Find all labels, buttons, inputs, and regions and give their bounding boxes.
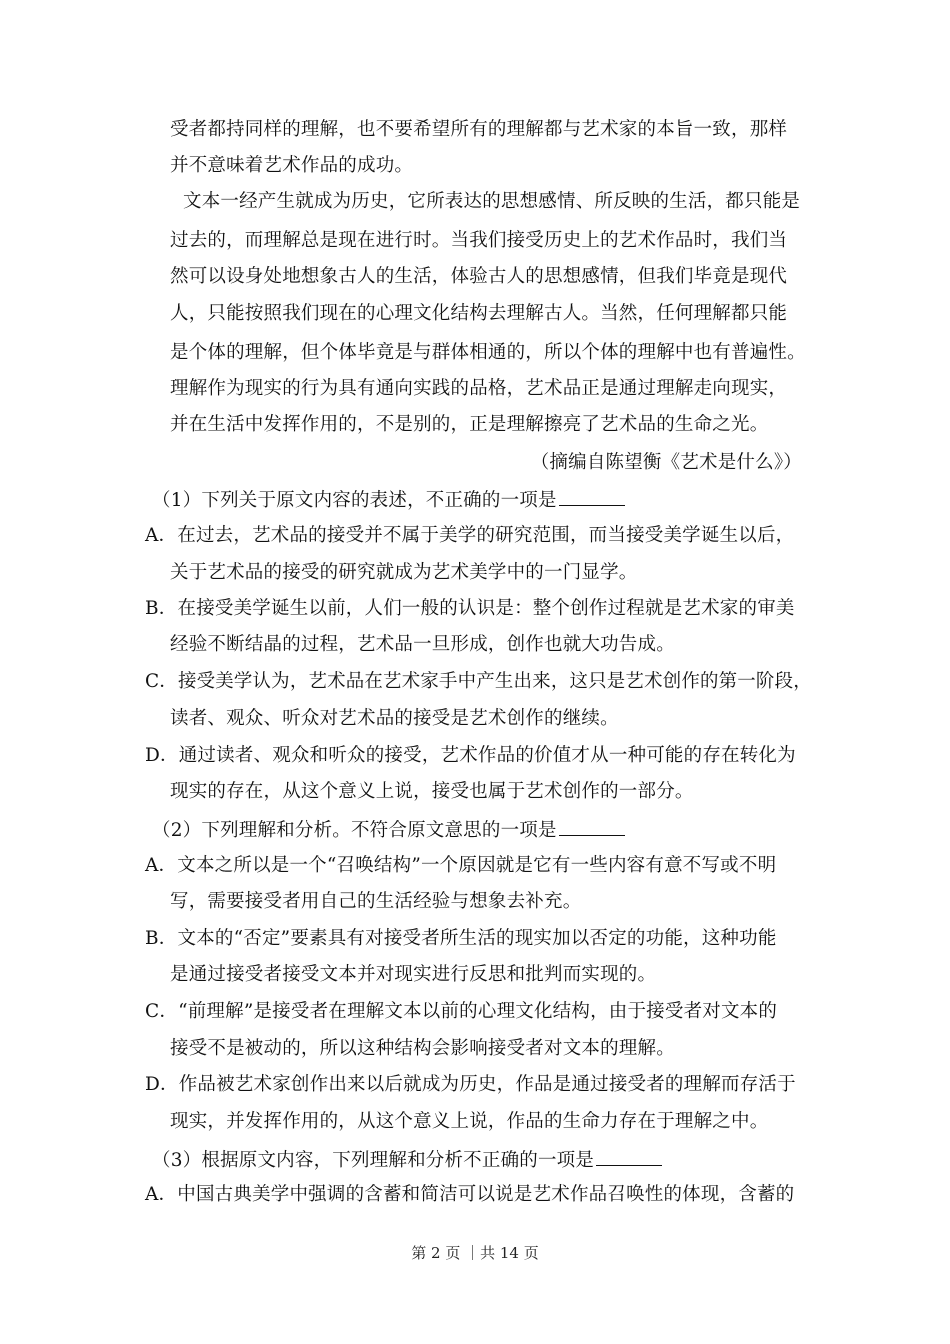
option-line: 读者、观众、听众对艺术品的接受是艺术创作的继续。 bbox=[170, 708, 619, 729]
passage-line: 并在生活中发挥作用的，不是别的，正是理解擦亮了艺术品的生命之光。 bbox=[170, 414, 769, 435]
answer-blank bbox=[559, 817, 625, 836]
passage-line: 是个体的理解，但个体毕竟是与群体相通的，所以个体的理解中也有普遍性。 bbox=[170, 342, 806, 363]
passage-line: 人，只能按照我们现在的心理文化结构去理解古人。当然，任何理解都只能 bbox=[170, 303, 788, 324]
option-line: D．通过读者、观众和听众的接受，艺术作品的价值才从一种可能的存在转化为 bbox=[145, 745, 796, 766]
question-stem: （1）下列关于原文内容的表述，不正确的一项是 bbox=[152, 487, 625, 513]
source-citation: （摘编自陈望衡《艺术是什么》） bbox=[530, 452, 802, 473]
answer-blank bbox=[596, 1147, 662, 1166]
page-footer: 第 2 页 ｜共 14 页 bbox=[411, 1244, 539, 1262]
passage-line: 文本一经产生就成为历史，它所表达的思想感情、所反映的生活，都只能是 bbox=[183, 191, 801, 212]
question-stem: （2）下列理解和分析。不符合原文意思的一项是 bbox=[152, 817, 625, 843]
question-stem: （3）根据原文内容，下列理解和分析不正确的一项是 bbox=[152, 1147, 662, 1173]
option-line: 写，需要接受者用自己的生活经验与想象去补充。 bbox=[170, 891, 582, 912]
answer-blank bbox=[559, 487, 625, 506]
option-line: 经验不断结晶的过程，艺术品一旦形成，创作也就大功告成。 bbox=[170, 634, 675, 655]
option-line: C．接受美学认为，艺术品在艺术家手中产生出来，这只是艺术创作的第一阶段， bbox=[145, 671, 812, 692]
option-line: 是通过接受者接受文本并对现实进行反思和批判而实现的。 bbox=[170, 964, 657, 985]
option-line: B．在接受美学诞生以前，人们一般的认识是：整个创作过程就是艺术家的审美 bbox=[145, 598, 795, 619]
option-line: A．文本之所以是一个“召唤结构”一个原因就是它有一些内容有意不写或不明 bbox=[145, 855, 777, 876]
passage-line: 受者都持同样的理解，也不要希望所有的理解都与艺术家的本旨一致，那样 bbox=[170, 119, 788, 140]
option-line: A．中国古典美学中强调的含蓄和简洁可以说是艺术作品召唤性的体现，含蓄的 bbox=[145, 1184, 795, 1205]
passage-line: 并不意味着艺术作品的成功。 bbox=[170, 155, 414, 176]
option-line: 现实，并发挥作用的，从这个意义上说，作品的生命力存在于理解之中。 bbox=[170, 1111, 769, 1132]
option-line: B．文本的“否定”要素具有对接受者所生活的现实加以否定的功能，这种功能 bbox=[145, 928, 777, 949]
option-line: D．作品被艺术家创作出来以后就成为历史，作品是通过接受者的理解而存活于 bbox=[145, 1074, 796, 1095]
option-line: 接受不是被动的，所以这种结构会影响接受者对文本的理解。 bbox=[170, 1038, 675, 1059]
passage-line: 过去的，而理解总是现在进行时。当我们接受历史上的艺术作品时，我们当 bbox=[170, 230, 788, 251]
passage-line: 然可以设身处地想象古人的生活，体验古人的思想感情，但我们毕竟是现代 bbox=[170, 266, 788, 287]
option-line: 现实的存在，从这个意义上说，接受也属于艺术创作的一部分。 bbox=[170, 781, 694, 802]
option-line: C．“前理解”是接受者在理解文本以前的心理文化结构，由于接受者对文本的 bbox=[145, 1001, 778, 1022]
option-line: A．在过去，艺术品的接受并不属于美学的研究范围，而当接受美学诞生以后， bbox=[145, 525, 795, 546]
option-line: 关于艺术品的接受的研究就成为艺术美学中的一门显学。 bbox=[170, 562, 638, 583]
passage-line: 理解作为现实的行为具有通向实践的品格，艺术品正是通过理解走向现实， bbox=[170, 378, 788, 399]
